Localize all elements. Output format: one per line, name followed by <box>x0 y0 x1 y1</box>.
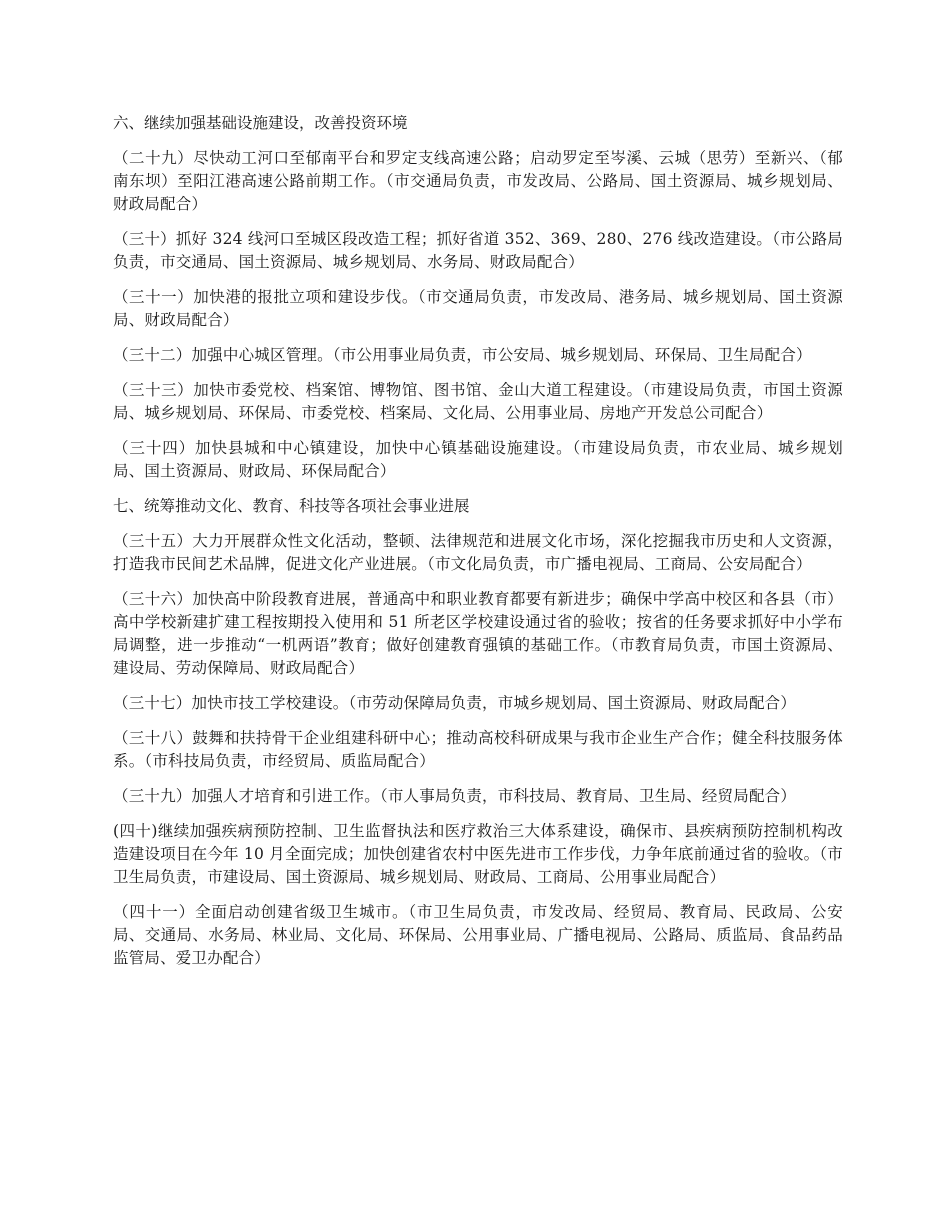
item-29: （二十九）尽快动工河口至郁南平台和罗定支线高速公路；启动罗定至岑溪、云城（思劳）至新兴、（郁南东坝）至阳江港高速公路前期工作。（市交通局负责，市发改局、公路局、国土资源局、城乡规划局、财政局配合） <box>113 149 843 213</box>
item-37: （三十七）加快市技工学校建设。（市劳动保障局负责，市城乡规划局、国土资源局、财政局配合） <box>113 694 797 712</box>
document-body <box>113 112 843 982</box>
item-34: （三十四）加快县城和中心镇建设，加快中心镇基础设施建设。（市建设局负责，市农业局、城乡规划局、国土资源局、财政局、环保局配合） <box>113 439 843 480</box>
item-32: （三十二）加强中心城区管理。（市公用事业局负责，市公安局、城乡规划局、环保局、卫生局配合） <box>113 346 812 364</box>
item-33: （三十三）加快市委党校、档案馆、博物馆、图书馆、金山大道工程建设。（市建设局负责，市国土资源局、城乡规划局、环保局、市委党校、档案局、文化局、公用事业局、房地产开发总公司配合） <box>113 381 843 422</box>
item-41: （四十一）全面启动创建省级卫生城市。（市卫生局负责，市发改局、经贸局、教育局、民政局、公安局、交通局、水务局、林业局、文化局、环保局、公用事业局、广播电视局、公路局、质监局、食品药品监管局、爱卫办配合） <box>113 903 843 967</box>
item-35: （三十五）大力开展群众性文化活动，整顿、法律规范和进展文化市场，深化挖掘我市历史和人文资源，打造我市民间艺术品牌，促进文化产业进展。（市文化局负责，市广播电视局、工商局、公安局配合） <box>113 532 843 573</box>
section-heading-6: 六、继续加强基础设施建设，改善投资环境 <box>113 114 408 132</box>
item-38: （三十八）鼓舞和扶持骨干企业组建科研中心；推动高校科研成果与我市企业生产合作；健全科技服务体系。（市科技局负责，市经贸局、质监局配合） <box>113 729 843 770</box>
item-30: （三十）抓好 324 线河口至城区段改造工程；抓好省道 352、369、280、276 线改造建设。（市公路局负责，市交通局、国土资源局、城乡规划局、水务局、财政局配合） <box>113 230 843 271</box>
item-40: (四十)继续加强疾病预防控制、卫生监督执法和医疗救治三大体系建设，确保市、县疾病预防控制机构改造建设项目在今年 10 月全面完成；加快创建省农村中医先进市工作步伐，力争年底前通过省的验收。（市卫生局负责，市建设局、国土资源局、城乡规划局、财政局、工商局、公用事业局配合） <box>113 822 843 886</box>
item-39: （三十九）加强人才培育和引进工作。（市人事局负责，市科技局、教育局、卫生局、经贸局配合） <box>113 787 797 805</box>
item-36: （三十六）加快高中阶段教育进展，普通高中和职业教育都要有新进步；确保中学高中校区和各县（市）高中学校新建扩建工程按期投入使用和 51 所老区学校建设通过省的验收；按省的任务要求抓好中小学布局调整，进一步推动“一机两语”教育；做好创建教育强镇的基础工作。（市教育局负责，市国土资源局、建设局、劳动保障局、财政局配合） <box>113 590 843 677</box>
section-heading-7: 七、统筹推动文化、教育、科技等各项社会事业进展 <box>113 497 470 515</box>
item-31: （三十一）加快港的报批立项和建设步伐。（市交通局负责，市发改局、港务局、城乡规划局、国土资源局、财政局配合） <box>113 288 843 329</box>
